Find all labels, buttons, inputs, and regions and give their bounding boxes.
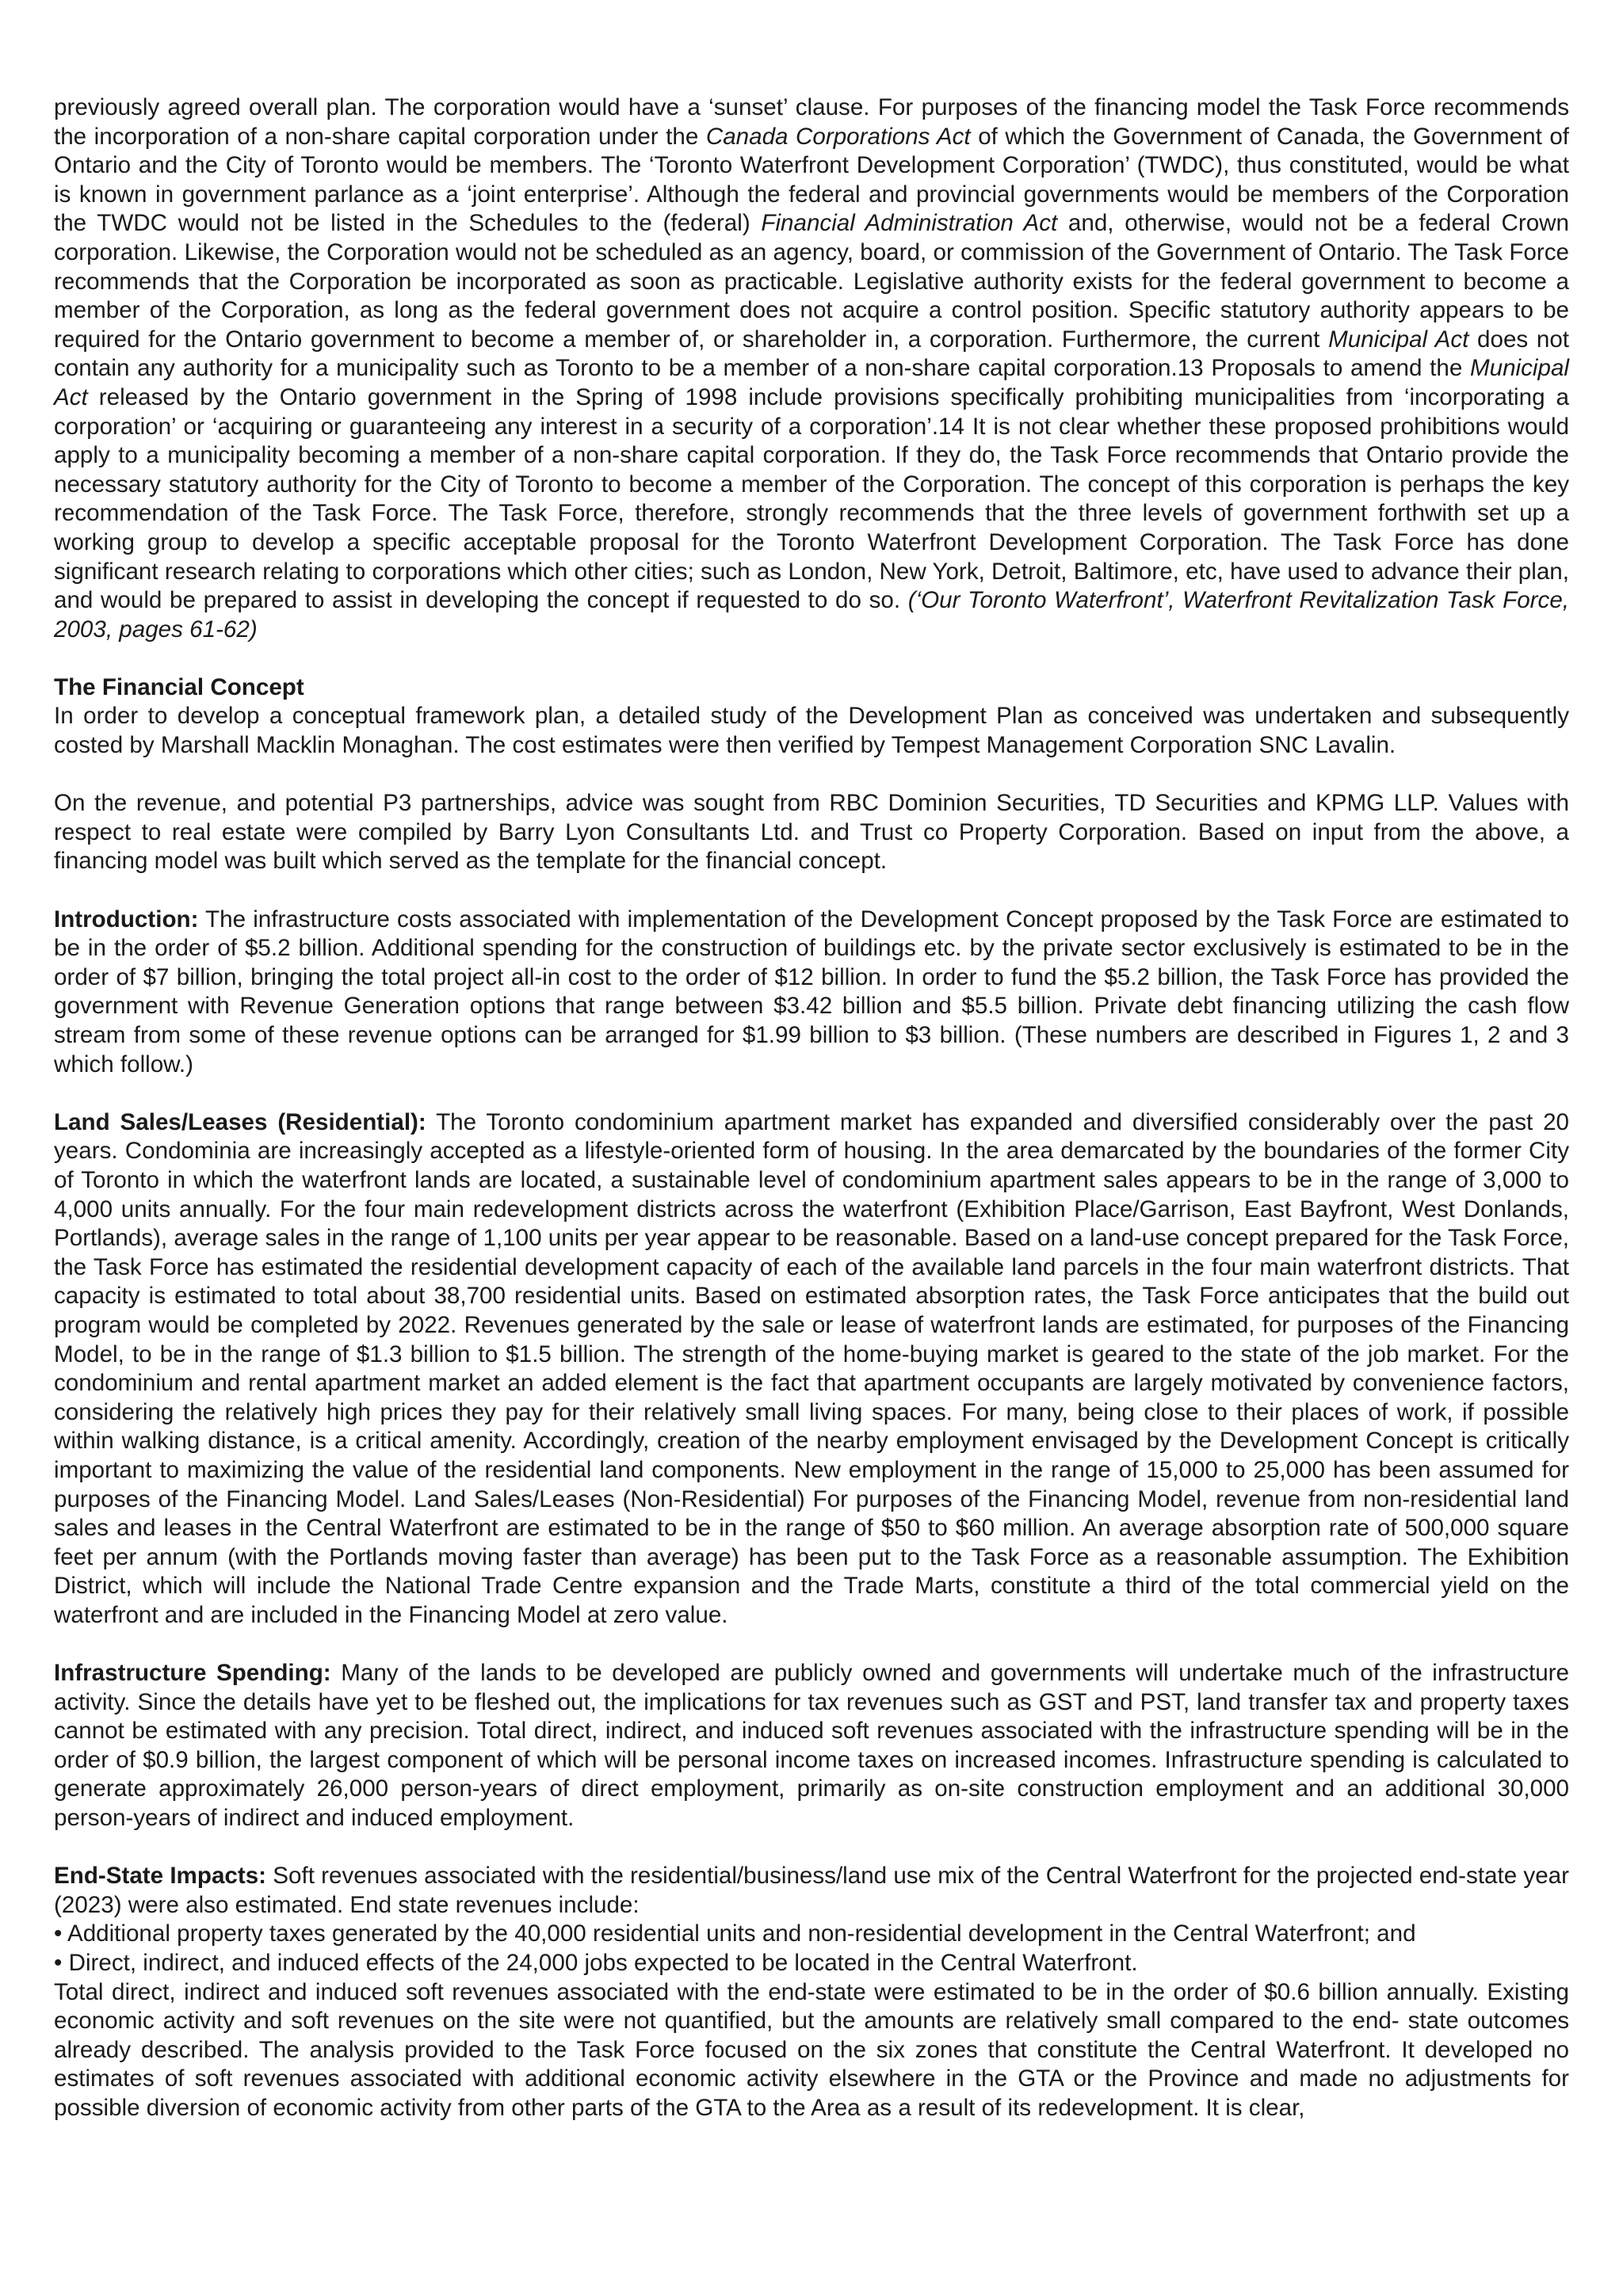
end-state-lead: End-State Impacts: xyxy=(54,1863,267,1890)
canada-corporations-act: Canada Corporations Act xyxy=(705,123,971,150)
corporation-text-g: does not contain any authority for a municipality such as Toronto to be a member of a non-share capital corporation.13 Proposals to amend the xyxy=(54,326,1570,382)
infrastructure-text: Many of the lands to be developed are publicly owned and governments will undertake much of the infrastructure activity. Since the details have yet to be fleshed out, the implications for tax revenues such as GST and PST, land transfer tax and property taxes cannot be estimated with any precision. Total direct, indirect, and induced soft revenues associated with the infrastructure spending will be in the order of $0.9 billion, the largest component of which will be personal income taxes on increased incomes. Infrastructure spending is calculated to generate approximately 26,000 person-years of direct employment, primarily as on-site construction employment and an additional 30,000 person-years of indirect and induced employment. xyxy=(54,1660,1569,1832)
municipal-act-2: Municipal Act xyxy=(54,355,1569,410)
corporation-text-i: released by the Ontario government in the Spring of 1998 include provisions specifically prohibiting municipalities from ‘incorporating a corporation’ or ‘acquiring or guaranteeing any interest in a security of a corporation’.14 It is not clear whether these proposed prohibitions would apply to a municipality becoming a member of a non-share capital corporation. If they do, the Task Force recommends that Ontario provide the necessary statutory authority for the City of Toronto to become a member of the Corporation. The concept of this corporation is perhaps the key recommendation of the Task Force. The Task Force, therefore, strongly recommends that the three levels of government forthwith set up a working group to develop a specific acceptable proposal for the Toronto Waterfront Development Corporation. The Task Force has done significant research relating to corporations which other cities; such as London, New York, Detroit, Baltimore, etc, have used to advance their plan, and would be prepared to assist in developing the concept if requested to do so. xyxy=(54,383,1569,614)
corporation-text-a: previously agreed overall plan. The corporation would have a ‘sunset’ clause. For purposes of the financing model the Task Force recommends the incorporation of a non-share capital corporation under the xyxy=(54,94,1569,150)
end-state-closing: Total direct, indirect and induced soft revenues associated with the end-state were estimated to be in the order of $0.6 billion annually. Existing economic activity and soft revenues on the site were not quantified, but the amounts are relatively small compared to the end- state outcomes already described. The analysis provided to the Task Force focused on the six zones that constitute the Central Waterfront. It developed no estimates of soft revenues associated with additional economic activity elsewhere in the GTA or the Province and made no adjustments for possible diversion of economic activity from other parts of the GTA to the Area as a result of its redevelopment. It is clear, xyxy=(54,1978,1569,2121)
introduction-text: The infrastructure costs associated with implementation of the Development Concept proposed by the Task Force are estimated to be in the order of $5.2 billion. Additional spending for the construction of buildings etc. by the private sector exclusively is estimated to be in the order of $7 billion, bringing the total project all-in cost to the order of $12 billion. In order to fund the $5.2 billion, the Task Force has provided the government with Revenue Generation options that range between $3.42 billion and $5.5 billion. Private debt financing utilizing the cash flow stream from some of these revenue options can be arranged for $1.99 billion to $3 billion. (These numbers are described in Figures 1, 2 and 3 which follow.) xyxy=(54,906,1569,1077)
infrastructure-paragraph xyxy=(54,1659,1569,1833)
financial-concept-paragraph-1: In order to develop a conceptual framework plan, a detailed study of the Development Plan as conceived was undertaken and subsequently costed by Marshall Macklin Monaghan. The cost estimates were then verified by Tempest Management Corporation SNC Lavalin. xyxy=(54,703,1569,759)
corporation-paragraph xyxy=(54,93,1569,644)
introduction-lead: Introduction: xyxy=(54,906,199,933)
financial-administration-act: Financial Administration Act xyxy=(761,210,1058,237)
financial-concept-heading: The Financial Concept xyxy=(54,673,304,700)
financial-concept-paragraph-2: On the revenue, and potential P3 partnerships, advice was sought from RBC Dominion Securities, TD Securities and KPMG LLP. Values with respect to real estate were compiled by Barry Lyon Consultants Ltd. and Trust co Property Corporation. Based on input from the above, a financing model was built which served as the template for the financial concept. xyxy=(54,790,1569,875)
list-item: • Direct, indirect, and induced effects of the 24,000 jobs expected to be located in the Central Waterfront. xyxy=(54,1950,1138,1976)
list-item: • Additional property taxes generated by the 40,000 residential units and non-residential development in the Central Waterfront; and xyxy=(54,1920,1416,1947)
land-sales-paragraph xyxy=(54,1108,1569,1630)
end-state-paragraph xyxy=(54,1862,1569,1920)
introduction-paragraph xyxy=(54,906,1569,1080)
corporation-text-e: and, otherwise, would not be a federal Crown corporation. Likewise, the Corporation would not be scheduled as an agency, board, or commission of the Government of Ontario. The Task Force recommends that the Corporation be incorporated as soon as practicable. Legislative authority exists for the federal government to become a member of the Corporation, as long as the federal government does not acquire a control position. Specific statutory authority appears to be required for the Ontario government to become a member of, or shareholder in, a corporation. Furthermore, the current xyxy=(54,210,1569,353)
land-sales-text: The Toronto condominium apartment market has expanded and diversified considerably over the past 20 years. Condominia are increasingly accepted as a lifestyle-oriented form of housing. In the area demarcated by the boundaries of the former City of Toronto in which the waterfront lands are located, a sustainable level of condominium apartment sales appears to be in the range of 3,000 to 4,000 units annually. For the four main redevelopment districts across the waterfront (Exhibition Place/Garrison, East Bayfront, West Donlands, Portlands), average sales in the range of 1,100 units per year appear to be reasonable. Based on a land-use concept prepared for the Task Force, the Task Force has estimated the residential development capacity of each of the available land parcels in the four main waterfront districts. That capacity is estimated to total about 38,700 residential units. Based on estimated absorption rates, the Task Force anticipates that the build out program would be completed by 2022. Revenues generated by the sale or lease of waterfront lands are estimated, for purposes of the Financing Model, to be in the range of $1.3 billion to $1.5 billion. The strength of the home-buying market is geared to the state of the job market. For the condominium and rental apartment market an added element is the fact that apartment occupants are largely motivated by convenience factors, considering the relatively high prices they pay for their relatively small living spaces. For many, being close to their places of work, if possible within walking distance, is a critical amenity. Accordingly, creation of the nearby employment envisaged by the Development Concept is critically important to maximizing the value of the residential land components. New employment in the range of 15,000 to 25,000 has been assumed for purposes of the Financing Model. Land Sales/Leases (Non-Residential) For purposes of the Financing Model, revenue from non-residential land sales and leases in the Central Waterfront are estimated to be in the range of $50 to $60 million. An average absorption rate of 500,000 square feet per annum (with the Portlands moving faster than average) has been put to the Task Force as a reasonable assumption. The Exhibition District, which will include the National Trade Centre expansion and the Trade Marts, constitute a third of the total commercial yield on the waterfront and are included in the Financing Model at zero value. xyxy=(54,1108,1569,1628)
municipal-act-1: Municipal Act xyxy=(1328,326,1469,353)
end-state-text: Soft revenues associated with the residential/business/land use mix of the Central Waterfront for the projected end-state year (2023) were also estimated. End state revenues include: xyxy=(54,1863,1569,1918)
document-page xyxy=(54,93,1569,2123)
land-sales-lead: Land Sales/Leases (Residential): xyxy=(54,1108,426,1135)
infrastructure-lead: Infrastructure Spending: xyxy=(54,1660,331,1687)
corporation-text-c: of which the Government of Canada, the Government of Ontario and the City of Toronto would be members. The ‘Toronto Waterfront Development Corporation’ (TWDC), thus constituted, would be what is known in government parlance as a ‘joint enterprise’. Although the federal and provincial governments would be members of the Corporation the TWDC would not be listed in the Schedules to the (federal) xyxy=(54,123,1569,237)
citation: (‘Our Toronto Waterfront’, Waterfront Revitalization Task Force, 2003, pages 61-62) xyxy=(54,587,1569,643)
